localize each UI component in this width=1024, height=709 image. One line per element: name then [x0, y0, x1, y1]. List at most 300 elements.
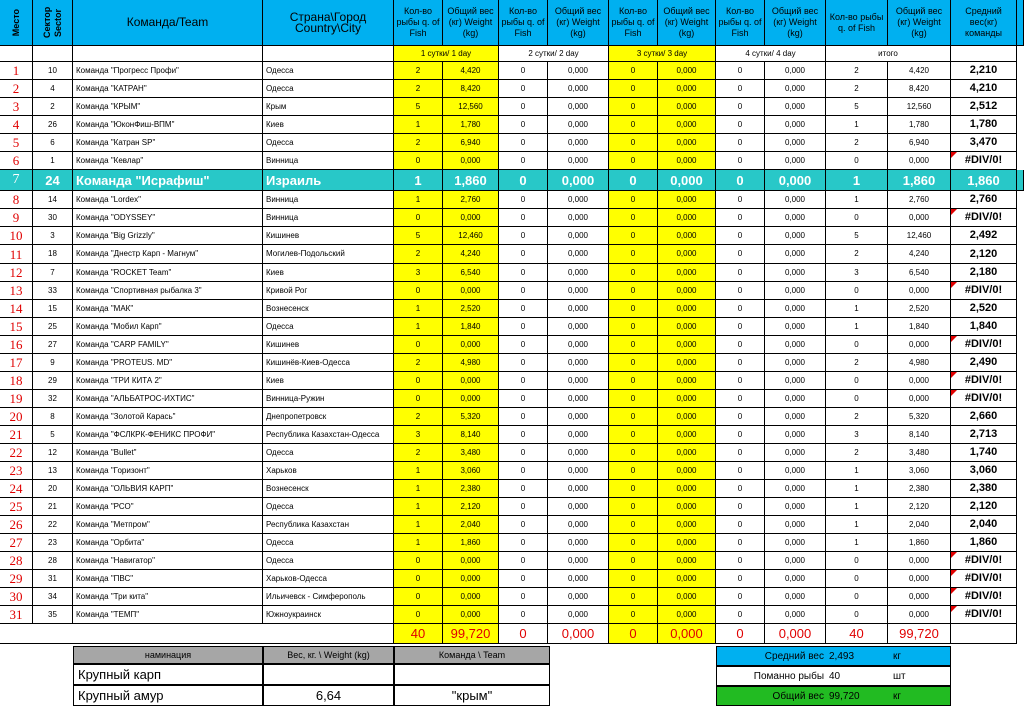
row-19-place: 19 [0, 390, 33, 408]
row-22-tw: 3,480 [888, 444, 951, 462]
row-19-d3q: 0 [609, 390, 658, 408]
row-4-team[interactable]: Команда "ЮконФиш-ВПМ" [73, 116, 263, 134]
row-4-d4w: 0,000 [765, 116, 826, 134]
row-25-tq: 1 [826, 498, 888, 516]
row-2-d3q: 0 [609, 80, 658, 98]
row-20-d3w: 0,000 [658, 408, 716, 426]
row-31-d4q: 0 [716, 606, 765, 624]
row-26-d1w: 2,040 [443, 516, 499, 534]
row-21-d4w: 0,000 [765, 426, 826, 444]
row-23-d4q: 0 [716, 462, 765, 480]
nomination-1-weight [263, 664, 394, 685]
row-21-d1w: 8,140 [443, 426, 499, 444]
row-25-place: 25 [0, 498, 33, 516]
row-10-d1q: 5 [394, 227, 443, 245]
row-25-d1q: 1 [394, 498, 443, 516]
row-4-d2q: 0 [499, 116, 548, 134]
row-19-tq: 0 [826, 390, 888, 408]
row-11-d1w: 4,240 [443, 245, 499, 264]
summary-label: Средний вес [764, 650, 824, 662]
day-row-sector [33, 46, 73, 62]
row-15-tw: 1,840 [888, 318, 951, 336]
row-9-d2q: 0 [499, 209, 548, 227]
row-24-d1q: 1 [394, 480, 443, 498]
row-10-d4w: 0,000 [765, 227, 826, 245]
summary-label: Поманно рыбы [753, 670, 824, 682]
summary-unit: шт [893, 670, 906, 682]
row-18-d4w: 0,000 [765, 372, 826, 390]
row-4-city: Киев [263, 116, 394, 134]
row-14-tw: 2,520 [888, 300, 951, 318]
row-22-d1q: 2 [394, 444, 443, 462]
row-25-d2w: 0,000 [548, 498, 609, 516]
row-5-d3w: 0,000 [658, 134, 716, 152]
row-16-d4q: 0 [716, 336, 765, 354]
row-31-sector: 35 [33, 606, 73, 624]
row-13-avg [951, 282, 1017, 300]
row-1-d3q: 0 [609, 62, 658, 80]
row-6-sector: 1 [33, 152, 73, 170]
row-29-d2q: 0 [499, 570, 548, 588]
row-12-d2w: 0,000 [548, 264, 609, 282]
row-7-d1w: 1,860 [443, 170, 499, 191]
header-weight-2: Общий вес (кг) Weight (kg) [548, 0, 609, 46]
row-17-d3q: 0 [609, 354, 658, 372]
row-10-avg: 2,492 [951, 227, 1017, 245]
summary-row-3 [716, 686, 951, 706]
row-14-tq: 1 [826, 300, 888, 318]
row-21-d1q: 3 [394, 426, 443, 444]
row-6-avg [951, 152, 1017, 170]
row-7-d3q: 0 [609, 170, 658, 191]
row-22-d2q: 0 [499, 444, 548, 462]
row-9-d3q: 0 [609, 209, 658, 227]
summary-label: Общий вес [772, 690, 824, 702]
row-25-d4w: 0,000 [765, 498, 826, 516]
row-14-team[interactable]: Команда "МАК" [73, 300, 263, 318]
row-13-d4q: 0 [716, 282, 765, 300]
row-28-avg [951, 552, 1017, 570]
row-14-d2q: 0 [499, 300, 548, 318]
row-15-place: 15 [0, 318, 33, 336]
row-7-team[interactable]: Команда "Исрафиш" [73, 170, 263, 191]
row-26-d4w: 0,000 [765, 516, 826, 534]
row-5-d2q: 0 [499, 134, 548, 152]
row-9-city: Винница [263, 209, 394, 227]
row-16-d2q: 0 [499, 336, 548, 354]
row-20-city: Днепропетровск [263, 408, 394, 426]
row-5-sector: 6 [33, 134, 73, 152]
row-8-d1q: 1 [394, 191, 443, 209]
row-27-d3q: 0 [609, 534, 658, 552]
row-6-team[interactable]: Команда "Кевлар" [73, 152, 263, 170]
row-26-d2q: 0 [499, 516, 548, 534]
row-2-avg: 4,210 [951, 80, 1017, 98]
row-3-team[interactable]: Команда "КРЫМ" [73, 98, 263, 116]
row-22-sector: 12 [33, 444, 73, 462]
row-29-team[interactable]: Команда "ПВС" [73, 570, 263, 588]
row-10-sector: 3 [33, 227, 73, 245]
error-indicator-icon [951, 282, 957, 288]
row-17-d4w: 0,000 [765, 354, 826, 372]
row-2-d1w: 8,420 [443, 80, 499, 98]
row-11-city: Могилев-Подольский [263, 245, 394, 264]
row-28-d3q: 0 [609, 552, 658, 570]
header-weight-3: Общий вес (кг) Weight (kg) [658, 0, 716, 46]
row-13-team[interactable]: Команда "Спортивная рыбалка 3" [73, 282, 263, 300]
row-9-d1q: 0 [394, 209, 443, 227]
row-15-tq: 1 [826, 318, 888, 336]
row-19-team[interactable]: Команда "АЛЬБАТРОС-ИХТИС" [73, 390, 263, 408]
summary-row-2 [716, 666, 951, 686]
row-28-d3w: 0,000 [658, 552, 716, 570]
row-5-d3q: 0 [609, 134, 658, 152]
row-17-d4q: 0 [716, 354, 765, 372]
row-17-d1q: 2 [394, 354, 443, 372]
row-22-d4q: 0 [716, 444, 765, 462]
row-16-place: 16 [0, 336, 33, 354]
row-1-d1q: 2 [394, 62, 443, 80]
row-28-d4q: 0 [716, 552, 765, 570]
row-15-d4q: 0 [716, 318, 765, 336]
row-31-place: 31 [0, 606, 33, 624]
row-6-tw: 0,000 [888, 152, 951, 170]
average-error-value: #DIV/0! [964, 211, 1003, 223]
row-18-d2q: 0 [499, 372, 548, 390]
row-18-d2w: 0,000 [548, 372, 609, 390]
row-28-team[interactable]: Команда "Навигатор" [73, 552, 263, 570]
row-5-d2w: 0,000 [548, 134, 609, 152]
row-24-place: 24 [0, 480, 33, 498]
total-average [951, 624, 1017, 644]
row-9-d1w: 0,000 [443, 209, 499, 227]
row-5-d4w: 0,000 [765, 134, 826, 152]
row-31-team[interactable]: Команда "ТЕМП" [73, 606, 263, 624]
row-18-tq: 0 [826, 372, 888, 390]
row-27-d1q: 1 [394, 534, 443, 552]
row-17-team[interactable]: Команда "PROTEUS. MD" [73, 354, 263, 372]
row-7-tq: 1 [826, 170, 888, 191]
row-8-d4q: 0 [716, 191, 765, 209]
row-6-d3q: 0 [609, 152, 658, 170]
row-28-place: 28 [0, 552, 33, 570]
row-28-sector: 28 [33, 552, 73, 570]
header-weight-4: Общий вес (кг) Weight (kg) [765, 0, 826, 46]
row-11-tw: 4,240 [888, 245, 951, 264]
row-2-team[interactable]: Команда "КАТРАН" [73, 80, 263, 98]
row-4-d3q: 0 [609, 116, 658, 134]
row-26-d4q: 0 [716, 516, 765, 534]
row-28-d2q: 0 [499, 552, 548, 570]
row-12-tw: 6,540 [888, 264, 951, 282]
day-label-4: 4 сутки/ 4 day [716, 46, 826, 62]
row-26-d2w: 0,000 [548, 516, 609, 534]
row-12-d3q: 0 [609, 264, 658, 282]
row-30-city: Ильичевск - Симферополь [263, 588, 394, 606]
row-16-d2w: 0,000 [548, 336, 609, 354]
row-11-team[interactable]: Команда "Днестр Карп - Магнум" [73, 245, 263, 264]
row-16-city: Кишинев [263, 336, 394, 354]
row-1-tq: 2 [826, 62, 888, 80]
row-27-d4q: 0 [716, 534, 765, 552]
row-27-team[interactable]: Команда "Орбита" [73, 534, 263, 552]
row-2-city: Одесса [263, 80, 394, 98]
row-1-sector: 10 [33, 62, 73, 80]
row-24-tq: 1 [826, 480, 888, 498]
row-13-place: 13 [0, 282, 33, 300]
row-27-d1w: 1,860 [443, 534, 499, 552]
row-5-city: Одесса [263, 134, 394, 152]
row-6-place: 6 [0, 152, 33, 170]
row-3-d4q: 0 [716, 98, 765, 116]
row-21-sector: 5 [33, 426, 73, 444]
row-8-team[interactable]: Команда "Lordex" [73, 191, 263, 209]
row-24-city: Вознесенск [263, 480, 394, 498]
row-24-team[interactable]: Команда "ОЛЬВИЯ КАРП" [73, 480, 263, 498]
total-d4q: 0 [716, 624, 765, 644]
row-27-city: Одесса [263, 534, 394, 552]
row-24-d1w: 2,380 [443, 480, 499, 498]
row-25-d4q: 0 [716, 498, 765, 516]
header-weight-5: Общий вес (кг) Weight (kg) [888, 0, 951, 46]
row-29-city: Харьков-Одесса [263, 570, 394, 588]
row-5-team[interactable]: Команда "Катран SP" [73, 134, 263, 152]
row-27-tw: 1,860 [888, 534, 951, 552]
row-17-place: 17 [0, 354, 33, 372]
row-7-d4q: 0 [716, 170, 765, 191]
row-12-team[interactable]: Команда "ROCKET Team" [73, 264, 263, 282]
row-14-d4q: 0 [716, 300, 765, 318]
row-9-tw: 0,000 [888, 209, 951, 227]
row-8-sector: 14 [33, 191, 73, 209]
row-6-d1q: 0 [394, 152, 443, 170]
row-21-d3w: 0,000 [658, 426, 716, 444]
error-indicator-icon [951, 606, 957, 612]
row-30-d4q: 0 [716, 588, 765, 606]
row-5-place: 5 [0, 134, 33, 152]
row-26-d1q: 1 [394, 516, 443, 534]
row-8-d3w: 0,000 [658, 191, 716, 209]
row-13-d4w: 0,000 [765, 282, 826, 300]
row-29-avg [951, 570, 1017, 588]
row-29-place: 29 [0, 570, 33, 588]
row-17-city: Кишинёв-Киев-Одесса [263, 354, 394, 372]
row-20-sector: 8 [33, 408, 73, 426]
header-sector-label: Сектор Sector [41, 6, 63, 39]
row-30-d1q: 0 [394, 588, 443, 606]
row-30-team[interactable]: Команда "Три кита" [73, 588, 263, 606]
row-19-tw: 0,000 [888, 390, 951, 408]
row-24-d2q: 0 [499, 480, 548, 498]
row-18-d4q: 0 [716, 372, 765, 390]
row-16-sector: 27 [33, 336, 73, 354]
row-13-d3w: 0,000 [658, 282, 716, 300]
row-25-d3w: 0,000 [658, 498, 716, 516]
error-indicator-icon [951, 570, 957, 576]
summary-row-1 [716, 646, 951, 666]
row-24-tw: 2,380 [888, 480, 951, 498]
row-29-d3q: 0 [609, 570, 658, 588]
row-26-avg: 2,040 [951, 516, 1017, 534]
row-14-city: Вознесенск [263, 300, 394, 318]
row-9-sector: 30 [33, 209, 73, 227]
row-19-d2q: 0 [499, 390, 548, 408]
nomination-header-1: наминация [73, 646, 263, 664]
row-12-city: Киев [263, 264, 394, 282]
day-label-2: 2 сутки/ 2 day [499, 46, 609, 62]
day-row-team [73, 46, 263, 62]
row-14-d1q: 1 [394, 300, 443, 318]
row-28-city: Одесса [263, 552, 394, 570]
row-3-d3q: 0 [609, 98, 658, 116]
row-30-d2q: 0 [499, 588, 548, 606]
row-30-d3w: 0,000 [658, 588, 716, 606]
row-26-team[interactable]: Команда "Метпром" [73, 516, 263, 534]
row-1-d4w: 0,000 [765, 62, 826, 80]
average-error-value: #DIV/0! [964, 374, 1003, 386]
row-28-d4w: 0,000 [765, 552, 826, 570]
row-23-d1q: 1 [394, 462, 443, 480]
row-24-avg: 2,380 [951, 480, 1017, 498]
row-18-place: 18 [0, 372, 33, 390]
row-15-team[interactable]: Команда "Мобил Карп" [73, 318, 263, 336]
row-4-d4q: 0 [716, 116, 765, 134]
row-20-team[interactable]: Команда "Золотой Карась" [73, 408, 263, 426]
row-13-city: Кривой Рог [263, 282, 394, 300]
row-6-tq: 0 [826, 152, 888, 170]
row-8-tq: 1 [826, 191, 888, 209]
row-15-d1q: 1 [394, 318, 443, 336]
row-8-d3q: 0 [609, 191, 658, 209]
header-qty-2: Кол-во рыбы q. of Fish [499, 0, 548, 46]
row-3-city: Крым [263, 98, 394, 116]
row-5-tq: 2 [826, 134, 888, 152]
row-6-d1w: 0,000 [443, 152, 499, 170]
row-27-d4w: 0,000 [765, 534, 826, 552]
row-30-d4w: 0,000 [765, 588, 826, 606]
row-29-d4q: 0 [716, 570, 765, 588]
row-15-d1w: 1,840 [443, 318, 499, 336]
row-26-tw: 2,040 [888, 516, 951, 534]
row-1-city: Одесса [263, 62, 394, 80]
error-indicator-icon [951, 390, 957, 396]
row-13-d2q: 0 [499, 282, 548, 300]
row-1-d2q: 0 [499, 62, 548, 80]
row-25-tw: 2,120 [888, 498, 951, 516]
row-16-tw: 0,000 [888, 336, 951, 354]
row-13-d1q: 0 [394, 282, 443, 300]
error-indicator-icon [951, 336, 957, 342]
row-28-d1w: 0,000 [443, 552, 499, 570]
row-1-team[interactable]: Команда "Прогресс Профи" [73, 62, 263, 80]
header-qty-4: Кол-во рыбы q. of Fish [716, 0, 765, 46]
row-23-team[interactable]: Команда "Горизонт" [73, 462, 263, 480]
row-21-d2w: 0,000 [548, 426, 609, 444]
row-8-d2w: 0,000 [548, 191, 609, 209]
row-14-d2w: 0,000 [548, 300, 609, 318]
row-21-place: 21 [0, 426, 33, 444]
row-8-d1w: 2,760 [443, 191, 499, 209]
row-23-avg: 3,060 [951, 462, 1017, 480]
row-23-d2q: 0 [499, 462, 548, 480]
header-team: Команда/Team [73, 0, 263, 46]
row-3-tw: 12,560 [888, 98, 951, 116]
row-9-place: 9 [0, 209, 33, 227]
row-16-d1w: 0,000 [443, 336, 499, 354]
row-30-avg [951, 588, 1017, 606]
row-2-d4w: 0,000 [765, 80, 826, 98]
row-10-city: Кишинев [263, 227, 394, 245]
row-6-city: Винница [263, 152, 394, 170]
row-9-team[interactable]: Команда "ODYSSEY" [73, 209, 263, 227]
row-27-d2w: 0,000 [548, 534, 609, 552]
row-2-tq: 2 [826, 80, 888, 98]
header-place-label: Место [10, 8, 21, 37]
row-3-d2w: 0,000 [548, 98, 609, 116]
row-29-d3w: 0,000 [658, 570, 716, 588]
row-20-d4w: 0,000 [765, 408, 826, 426]
row-26-d3q: 0 [609, 516, 658, 534]
error-indicator-icon [951, 209, 957, 215]
row-25-city: Одесса [263, 498, 394, 516]
row-31-d4w: 0,000 [765, 606, 826, 624]
total-tw: 99,720 [888, 624, 951, 644]
row-28-tw: 0,000 [888, 552, 951, 570]
row-23-sector: 13 [33, 462, 73, 480]
row-14-avg: 2,520 [951, 300, 1017, 318]
header-edge [1017, 0, 1024, 46]
row-24-d3q: 0 [609, 480, 658, 498]
row-15-d3w: 0,000 [658, 318, 716, 336]
row-28-tq: 0 [826, 552, 888, 570]
row-4-d2w: 0,000 [548, 116, 609, 134]
row-30-d1w: 0,000 [443, 588, 499, 606]
row-15-d3q: 0 [609, 318, 658, 336]
row-25-team[interactable]: Команда "РСО" [73, 498, 263, 516]
summary-unit: кг [893, 650, 902, 662]
row-10-d3q: 0 [609, 227, 658, 245]
row-9-d4w: 0,000 [765, 209, 826, 227]
row-21-tq: 3 [826, 426, 888, 444]
row-20-d1w: 5,320 [443, 408, 499, 426]
row-4-d3w: 0,000 [658, 116, 716, 134]
row-14-place: 14 [0, 300, 33, 318]
row-20-place: 20 [0, 408, 33, 426]
header-qty-1: Кол-во рыбы q. of Fish [394, 0, 443, 46]
row-1-d1w: 4,420 [443, 62, 499, 80]
row-8-place: 8 [0, 191, 33, 209]
row-22-team[interactable]: Команда "Bullet" [73, 444, 263, 462]
row-21-team[interactable]: Команда "ФСЛКРК-ФЕНИКС ПРОФИ" [73, 426, 263, 444]
row-10-team[interactable]: Команда "Big Grizzly" [73, 227, 263, 245]
row-23-place: 23 [0, 462, 33, 480]
row-20-d2q: 0 [499, 408, 548, 426]
row-11-tq: 2 [826, 245, 888, 264]
row-17-tw: 4,980 [888, 354, 951, 372]
row-29-tw: 0,000 [888, 570, 951, 588]
total-d2q: 0 [499, 624, 548, 644]
row-23-tq: 1 [826, 462, 888, 480]
row-22-d3q: 0 [609, 444, 658, 462]
header-qty-3: Кол-во рыбы q. of Fish [609, 0, 658, 46]
row-16-team[interactable]: Команда "CARP FAMILY" [73, 336, 263, 354]
row-1-avg: 2,210 [951, 62, 1017, 80]
row-1-d2w: 0,000 [548, 62, 609, 80]
row-22-avg: 1,740 [951, 444, 1017, 462]
row-19-d4w: 0,000 [765, 390, 826, 408]
nomination-2-team: "крым" [394, 685, 550, 706]
row-18-team[interactable]: Команда "ТРИ КИТА 2" [73, 372, 263, 390]
